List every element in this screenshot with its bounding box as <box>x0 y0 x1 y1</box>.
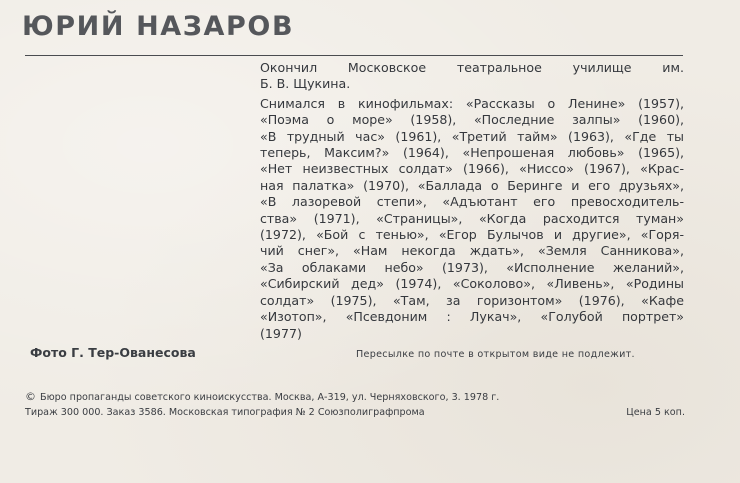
header-divider <box>25 55 683 56</box>
publisher-text: Бюро пропаганды советского киноискусства. Москва, А-319, ул. Черняховского, 3. 1978 г. <box>40 392 500 403</box>
price-text: Цена 5 коп. <box>626 407 685 418</box>
mail-notice: Пересылке по почте в открытом виде не подлежит. <box>356 349 635 360</box>
publisher-line <box>25 389 499 405</box>
imprint-row-print-run <box>25 405 685 420</box>
biography-text <box>260 60 684 342</box>
bio-line: ства» (1971), «Страницы», «Когда расходится туман» <box>260 210 684 226</box>
bio-line: «За облаками небо» (1973), «Исполнение желаний», <box>260 259 684 275</box>
bio-line: «В трудный час» (1961), «Третий тайм» (1963), «Где ты <box>260 128 684 144</box>
publisher-imprint <box>25 389 685 420</box>
bio-line: «В лазоревой степи», «Адъютант его превосходитель- <box>260 194 684 210</box>
bio-line: Окончил Московское театральное училище им. <box>260 60 684 75</box>
bio-line: Б. В. Щукина. <box>260 76 351 92</box>
bio-line: Снимался в кинофильмах: «Рассказы о Ленине» (1957), <box>260 95 684 111</box>
print-run-text: Тираж 300 000. Заказ 3586. Московская типография № 2 Союзполиграфпрома <box>25 407 425 418</box>
bio-line: «Изотоп», «Псевдоним : Лукач», «Голубой портрет» <box>260 309 684 325</box>
bio-line: «Нет неизвестных солдат» (1966), «Нисcо» (1967), «Крас- <box>260 161 684 177</box>
actor-name-heading: ЮРИЙ НАЗАРОВ <box>22 11 295 42</box>
imprint-row-publisher <box>25 389 685 405</box>
bio-line: «Сибирский дед» (1974), «Соколово», «Ливень», «Родины <box>260 276 684 292</box>
bio-line: (1972), «Бой с тенью», «Егор Булычов и другие», «Горя- <box>260 227 684 243</box>
bio-line: (1977) <box>260 325 302 341</box>
photo-credit: Фото Г. Тер-Ованесова <box>30 345 196 360</box>
bio-line: ная палатка» (1970), «Баллада о Беринге и его друзьях», <box>260 177 684 193</box>
bio-line: «Поэма о море» (1958), «Последние залпы» (1960), <box>260 112 684 128</box>
bio-line: теперь, Максим?» (1964), «Непрошеная любовь» (1965), <box>260 145 684 161</box>
bio-line: солдат» (1975), «Там, за горизонтом» (1976), «Кафе <box>260 292 684 308</box>
bio-line: чий снег», «Нам некогда ждать», «Земля Санникова», <box>260 243 684 259</box>
copyright-icon: © <box>25 390 36 403</box>
